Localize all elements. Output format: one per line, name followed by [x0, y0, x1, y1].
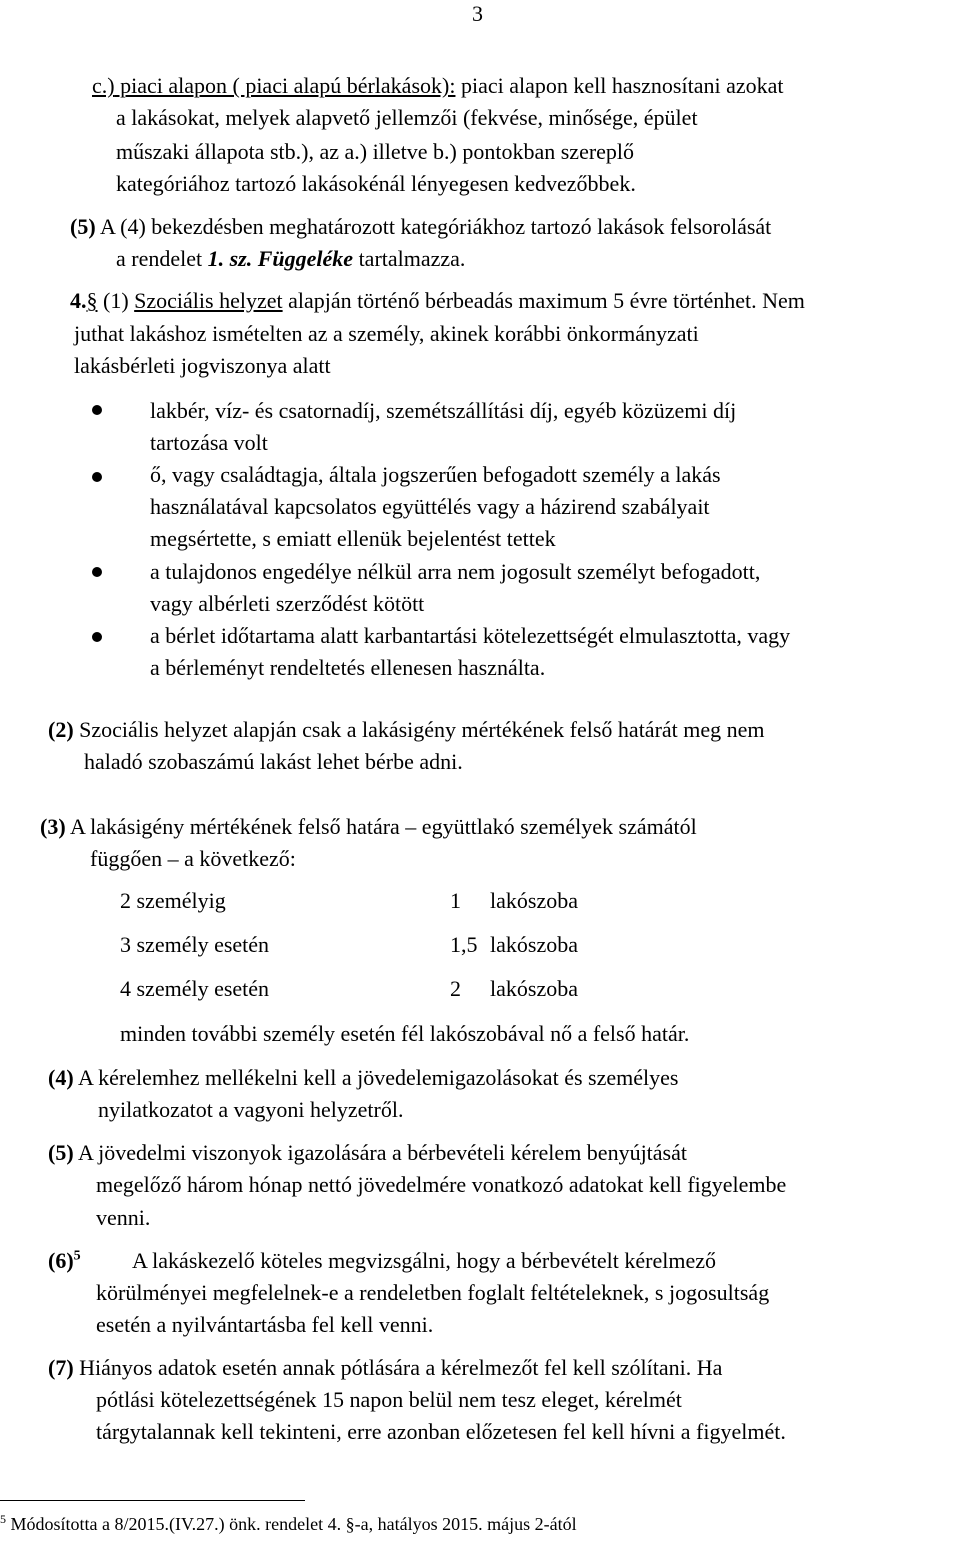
list-item: a tulajdonos engedélye nélkül arra nem jogosult személyt befogadott, vagy albérleti szerződést kötött — [150, 559, 761, 616]
paragraph-5-line2: a rendelet 1. sz. Függeléke tartalmazza. — [116, 246, 466, 271]
footnote-number: 5 — [0, 1512, 6, 1526]
bullet-dot — [92, 567, 102, 577]
paragraph-c-line1: c.) piaci alapon ( piaci alapú bérlakások): piaci alapon kell hasznosítani azokat — [92, 73, 784, 98]
paragraph-6-body-rest: körülményei megfelelnek-e a rendeletben foglalt feltételeknek, s jogosultság — [96, 1280, 770, 1305]
list-item: a bérlet időtartama alatt karbantartási kötelezettségét elmulasztotta, vagy a bérleményt rendeltetés ellenesen használta. — [150, 623, 791, 680]
paragraph-c-line3: műszaki állapota stb.), az a.) illetve b.) pontokban szereplő — [116, 139, 635, 164]
bullet-dot — [92, 632, 102, 642]
paragraph-6-marker: $(6)^5$ — [48, 1248, 81, 1273]
bullet-dot — [92, 405, 102, 415]
list-item: ő, vagy családtagja, általa jogszerűen befogadott személy a lakás használatával kapcsolatos együttélés vagy a házirend szabályait megsértette, s emiatt ellenük bejelentést tettek — [150, 462, 721, 551]
section-4-line3: lakásbérleti jogviszonya alatt — [74, 353, 331, 378]
paragraph-5b-line3: venni. — [96, 1205, 151, 1230]
section-symbol: § — [86, 288, 98, 313]
footnote-reference: 5 — [73, 1248, 81, 1264]
social-situation-term: Szociális helyzet — [134, 288, 283, 313]
paragraph-4-line2: nyilatkozatot a vagyoni helyzetről. — [98, 1097, 404, 1122]
section-4-line2: juthat lakáshoz ismételten az a személy, akinek korábbi önkormányzati — [74, 321, 699, 346]
footnote — [0, 1512, 577, 1536]
unit-cell: lakószoba — [490, 888, 578, 913]
paragraph-5b-line2: megelőző három hónap nettó jövedelmére vonatkozó adatokat kell figyelembe — [96, 1172, 787, 1197]
paragraph-7-line1: (7) Hiányos adatok esetén annak pótlására a kérelmezőt fel kell szólítani. Ha — [48, 1355, 723, 1380]
paragraph-4-line1: (4) A kérelemhez mellékelni kell a jövedelemigazolásokat és személyes — [48, 1065, 679, 1090]
rooms-cell: 2 — [450, 976, 461, 1001]
paragraph-2-line2: haladó szobaszámú lakást lehet bérbe adni. — [84, 749, 463, 774]
paragraph-7-line2: pótlási kötelezettségének 15 napon belül nem tesz eleget, kérelmét — [96, 1387, 682, 1412]
paragraph-3-line1: (3) A lakásigény mértékének felső határa – együttlakó személyek számától — [40, 814, 697, 839]
section-4-line1: 4.§ (1) Szociális helyzet alapján történő bérbeadás maximum 5 évre történhet. Nem — [70, 288, 805, 313]
section-number: 4. — [70, 288, 87, 313]
persons-cell: 2 személyig — [120, 888, 226, 913]
list-item: lakbér, víz- és csatornadíj, szemétszállítási díj, egyéb közüzemi díj tartozása volt — [150, 398, 737, 455]
paragraph-5-line1: (5) A (4) bekezdésben meghatározott kategóriákhoz tartozó lakások felsorolását — [70, 214, 772, 239]
footnote-separator — [0, 1500, 305, 1501]
footnote-text: Módosította a 8/2015.(IV.27.) önk. rendelet 4. §-a, hatályos 2015. május 2-ától — [6, 1514, 577, 1534]
bullet-dot — [92, 472, 102, 482]
paragraph-3-line2: függően – a következő: — [90, 846, 296, 871]
persons-cell: 3 személy esetén — [120, 932, 270, 957]
unit-cell: lakószoba — [490, 932, 578, 957]
paragraph-5b-line1: (5) A jövedelmi viszonyok igazolására a bérbevételi kérelem benyújtását — [48, 1140, 687, 1165]
paragraph-c-line4: kategóriához tartozó lakásokénál lényegesen kedvezőbbek. — [116, 171, 636, 196]
appendix-reference: 1. sz. Függeléke — [207, 246, 354, 271]
paragraph-7-line3: tárgytalannak kell tekinteni, erre azonban előzetesen fel kell hívni a figyelmét. — [96, 1419, 786, 1444]
persons-cell: 4 személy esetén — [120, 976, 270, 1001]
paragraph-c-heading: c.) piaci alapon ( piaci alapú bérlakások): — [92, 73, 456, 98]
paragraph-6-body: A lakáskezelő köteles megvizsgálni, hogy a bérbevételt kérelmező — [132, 1248, 716, 1273]
unit-cell: lakószoba — [490, 976, 578, 1001]
page-number: 3 — [472, 1, 483, 26]
rooms-cell: 1 — [450, 888, 461, 913]
paragraph-c-line2: a lakásokat, melyek alapvető jellemzői (fekvése, minősége, épület — [116, 105, 698, 130]
paragraph-6-line3: esetén a nyilvántartásba fel kell venni. — [96, 1312, 434, 1337]
table-note: minden további személy esetén fél lakószobával nő a felső határ. — [120, 1021, 690, 1046]
paragraph-2-line1: (2) Szociális helyzet alapján csak a lakásigény mértékének felső határát meg nem — [48, 717, 765, 742]
rooms-cell: 1,5 — [450, 932, 478, 957]
